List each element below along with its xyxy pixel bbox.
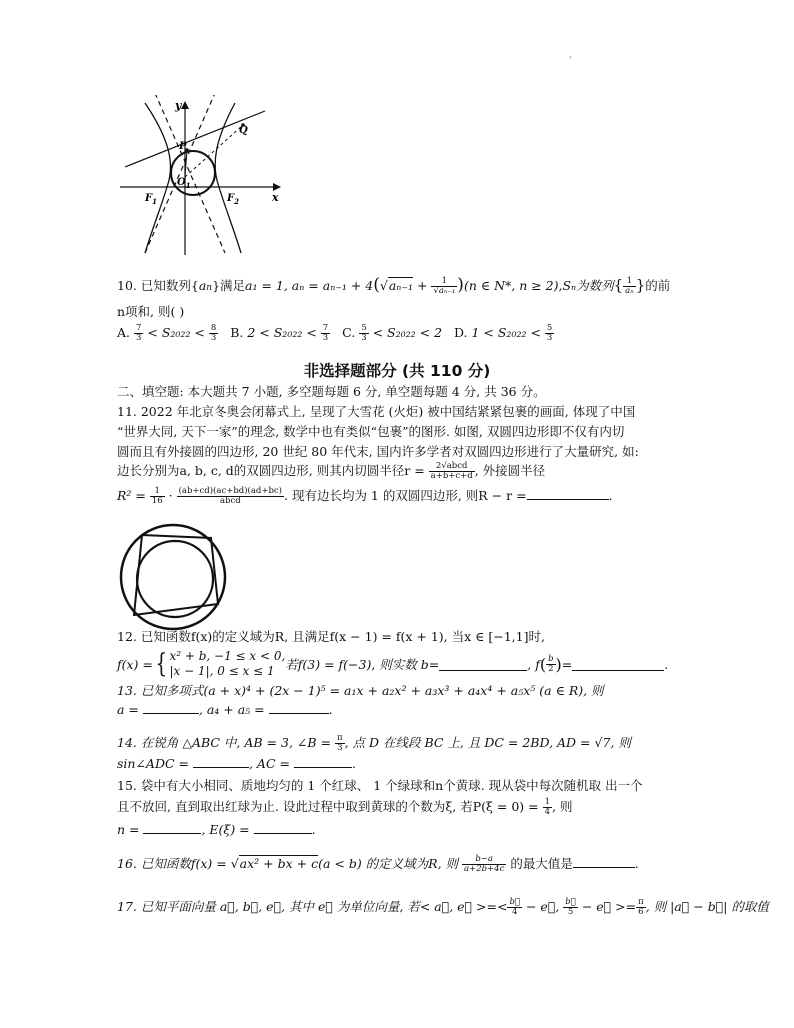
- q10-line1: 10. 已知数列{an}满足a₁ = 1, aₙ = aₙ₋₁ + 4(√aₙ₋₁ + $\frac{1}{\text{√aₙ₋₁}}$ )(n ∈ N*, n ≥ 2),Sₙ为数列{ $\frac{1}{\text{aₙ}}$ }的前: [117, 275, 671, 296]
- point-p-label: P: [179, 141, 187, 152]
- q15-line1: 15. 袋中有大小相同、质地均匀的 1 个红球、 1 个绿球和n个黄球. 现从袋中每次随机取 出一个: [117, 778, 643, 793]
- q15-e-blank[interactable]: [254, 821, 312, 834]
- q15-line2: 且不放回, 直到取出红球为止. 设此过程中取到黄球的个数为ξ, 若P(ξ = 0) = $\frac{1}{4}$ , 则: [117, 797, 573, 817]
- point-o1-label: $O_1$: [177, 177, 191, 190]
- corner-mark: ': [569, 56, 572, 66]
- q14-sin-blank[interactable]: [193, 755, 249, 768]
- q11-line3: 圆而且有外接圆的四边形, 20 世纪 80 年代末, 国内许多学者对双圆四边形进行了大量研究, 如:: [117, 444, 639, 459]
- q14-line2: sin∠ADC = , AC = .: [117, 756, 356, 771]
- q12-b-blank[interactable]: [439, 658, 527, 671]
- q14-line1: 14. 在锐角 △ABC 中, AB = 3, ∠B = $\frac{\pi}{3}$ , 点 D 在线段 BC 上, 且 DC = 2BD, AD = √7, 则: [117, 733, 631, 753]
- choice-b[interactable]: B. 2 < S₂₀₂₂ < $\frac{7}{3}$: [230, 323, 329, 343]
- x-axis-label: x: [272, 191, 279, 204]
- q16-line1: 16. 已知函数f(x) = √ax² + bx + c(a < b) 的定义域为R, 则 $\frac{b-a}{a+2b+4c}$ 的最大值是 .: [117, 854, 639, 874]
- q11-line1: 11. 2022 年北京冬奥会闭幕式上, 呈现了大雪花 (火炬) 被中国结紧紧包裹的画面, 体现了中国: [117, 404, 636, 419]
- choice-d[interactable]: D. 1 < S₂₀₂₂ < $\frac{5}{3}$: [453, 323, 553, 343]
- q12-line2: f(x) = { x² + b, −1 ≤ x < 0, |x − 1|, 0 ≤ x ≤ 1 若f(3) = f(−3), 则实数 b= , f ( $\frac{b}{2}$ ) = .: [117, 649, 669, 679]
- q15-line3: n = , E(ξ) = .: [117, 822, 316, 837]
- q11-answer-blank[interactable]: [527, 487, 609, 500]
- q14-ac-blank[interactable]: [294, 755, 352, 768]
- section-title: 非选择题部分 (共 110 分): [303, 362, 491, 380]
- q17-line1: 17. 已知平面向量 a⃗, b⃗, e⃗, 其中 e⃗ 为单位向量, 若< a⃗, e⃗ >=< $\frac{b⃗}{4}$ − e⃗, $\frac{b⃗}{5}$ − e⃗ >= $\frac{\pi}{6}$ , 则 |a⃗ − b⃗| 的取值: [117, 897, 769, 917]
- q13-line2: a = , a₄ + a₅ = .: [117, 702, 333, 717]
- hyperbola-figure: [115, 95, 285, 257]
- q16-answer-blank[interactable]: [573, 855, 635, 868]
- focus-f2-label: $F_2$: [227, 193, 239, 206]
- q11-line4: 边长分别为a, b, c, d的双圆四边形, 则其内切圆半径r = $\frac{\text{2√abcd}}{a+b+c+d}$ , 外接圆半径: [117, 461, 546, 481]
- q13-line1: 13. 已知多项式(a + x)⁴ + (2x − 1)⁵ = a₁x + a₂x² + a₃x³ + a₄x⁴ + a₅x⁵ (a ∈ R), 则: [117, 683, 604, 698]
- q10-choices: [117, 323, 554, 343]
- bicentric-quadrilateral-figure: [118, 522, 228, 632]
- section-intro: 二、填空题: 本大题共 7 小题, 多空题每题 6 分, 单空题每题 4 分, 共 36 分。: [117, 384, 546, 399]
- q15-n-blank[interactable]: [143, 821, 201, 834]
- q11-line5: R² = $\frac{1}{16}$ · $\frac{(ab+cd)(ac+bd)(ad+bc)}{\text{abcd}}$ . 现有边长均为 1 的双圆四边形, 则R − r = .: [117, 486, 613, 506]
- choice-a[interactable]: A. $\frac{7}{3}$ < S₂₀₂₂ < $\frac{8}{3}$: [117, 323, 217, 343]
- q13-sum-blank[interactable]: [269, 701, 329, 714]
- point-q-label: Q: [239, 125, 248, 136]
- q11-line2: “世界大同, 天下一家”的理念, 数学中也有类似“包裹”的图形. 如图, 双圆四边形即不仅有内切: [117, 424, 625, 439]
- q13-a-blank[interactable]: [143, 701, 199, 714]
- choice-c[interactable]: C. $\frac{5}{3}$ < S₂₀₂₂ < 2: [342, 323, 443, 343]
- q12-f-blank[interactable]: [572, 658, 664, 671]
- q10-line2: n项和, 则( ): [117, 304, 185, 319]
- q12-line1: 12. 已知函数f(x)的定义域为R, 且满足f(x − 1) = f(x + 1), 当x ∈ [−1,1]时,: [117, 629, 545, 644]
- y-axis-label: y: [175, 99, 182, 112]
- focus-f1-label: $F_1$: [145, 193, 157, 206]
